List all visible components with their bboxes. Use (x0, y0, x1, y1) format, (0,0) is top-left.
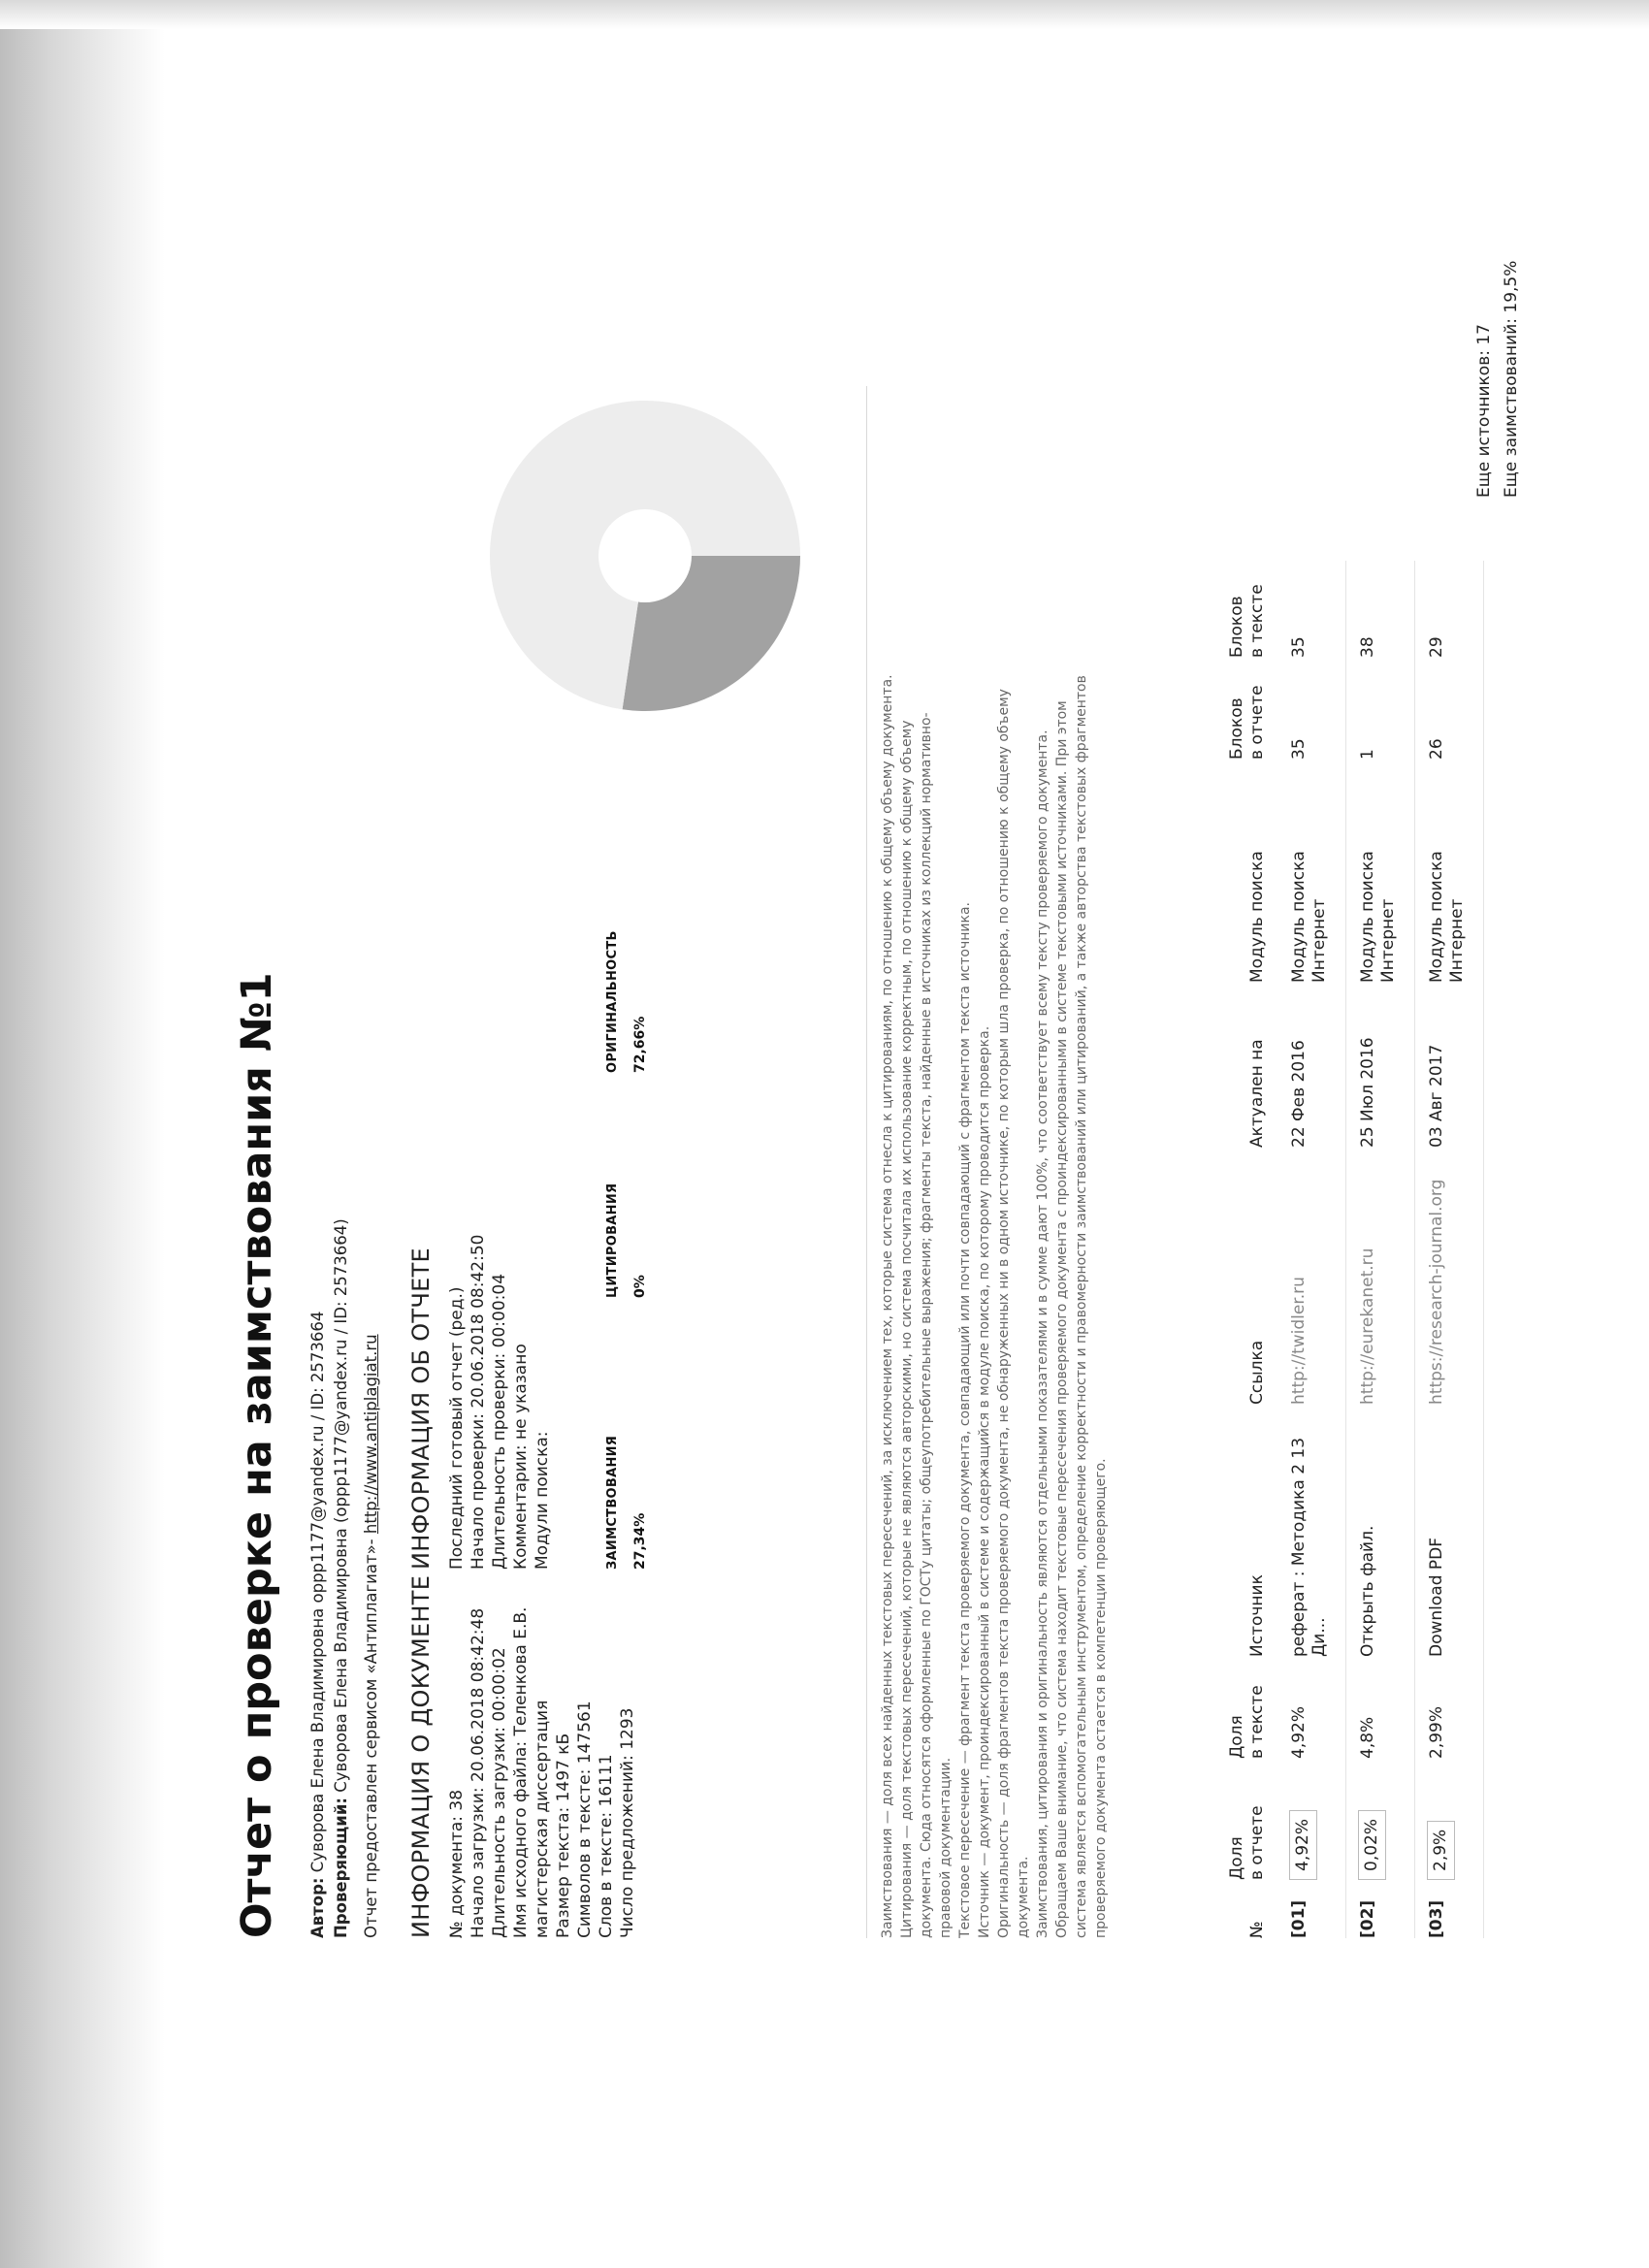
citation-label: ЦИТИРОВАНИЯ (605, 1183, 620, 1298)
col-module: Модуль поиска (1247, 851, 1267, 983)
definition-line: Источник — документ, проиндексированный в системе и содержащийся в модуле поиска, по которому проводится проверка. (977, 1025, 992, 1938)
info-line: Длительность проверки: 00:00:04 (490, 1273, 509, 1570)
col-share-report: Доля в отчете (1227, 1805, 1267, 1880)
service-link[interactable]: http://www.antiplagiat.ru (362, 1334, 380, 1535)
doc-info-list (446, 1607, 638, 1938)
source-link[interactable]: https://research-journal.org (1415, 1148, 1484, 1405)
originality-donut-chart (485, 396, 805, 716)
more-borrowings: Еще заимствований: 19,5% (1502, 260, 1521, 498)
source-name[interactable]: реферат : Методика 2 13 Ди... (1277, 1405, 1346, 1657)
author-value: Суворова Елена Владимировна oppp1177@yandex.ru / ID: 2573664 (308, 1311, 327, 1873)
col-source: Источник (1247, 1574, 1267, 1657)
donut-hole (598, 509, 692, 602)
definition-line: Текстовое пересечение — фрагмент текста проверяемого документа, совпадающий или почти совпадающий с фрагментом текста источника. (957, 902, 973, 1938)
col-link: Ссылка (1247, 1340, 1267, 1405)
report-info-title: ИНФОРМАЦИЯ ОБ ОТЧЕТЕ (407, 1247, 435, 1570)
info-line: Начало загрузки: 20.06.2018 08:42:48 (469, 1607, 488, 1938)
definition-line: Заимствования — доля всех найденных текстовых пересечений, за исключением тех, которые система отнесла к цитированиям, по отношению к общему объему документа. (880, 674, 895, 1938)
service-line: Отчет предоставлен сервисом «Антиплагиат»- http://www.antiplagiat.ru (362, 1334, 380, 1938)
doc-info-title: ИНФОРМАЦИЯ О ДОКУМЕНТЕ (407, 1574, 435, 1938)
definitions-text (878, 250, 1111, 1938)
table-row: [03] 2,9% 2,99% Download PDF https://research-journal.org 03 Авг 2017 Модуль поиска Интернет 26 29 (1415, 561, 1484, 1938)
definition-line: правовой документации. (938, 1757, 954, 1938)
definition-line: Оригинальность — доля фрагментов текста проверяемого документа, не обнаруженных ни в одном источнике, по которым шла проверка, по отношению к общему объему (996, 689, 1012, 1938)
info-line: Комментарии: не указано (511, 1344, 531, 1570)
author-line: Автор: Суворова Елена Владимировна oppp1177@yandex.ru / ID: 2573664 (308, 1311, 327, 1938)
info-line: Размер текста: 1497 кБ (554, 1733, 573, 1938)
share-report-box: 2,9% (1427, 1821, 1455, 1880)
info-line: Последний готовый отчет (ред.) (447, 1286, 467, 1570)
source-link[interactable]: http://eurekanet.ru (1346, 1148, 1415, 1405)
checker-value: Суворова Елена Владимировна (oppp1177@yandex.ru / ID: 2573664) (332, 1218, 350, 1793)
share-report-box: 4,92% (1289, 1810, 1317, 1880)
info-line: № документа: 38 (447, 1789, 467, 1938)
info-line: Имя исходного файла: Теленкова Е.В. (511, 1606, 531, 1938)
info-line: Начало проверки: 20.06.2018 08:42:50 (469, 1234, 488, 1570)
col-actual: Актуален на (1247, 1039, 1267, 1148)
report-title: Отчет о проверке на заимствования №1 (233, 972, 281, 1938)
definition-line: проверяемого документа остается в компетенции проверяющего. (1093, 1458, 1109, 1938)
info-line: Число предложений: 1293 (618, 1707, 637, 1938)
source-name[interactable]: Открыть файл. (1346, 1405, 1415, 1657)
definition-line: Заимствования, цитирования и оригинальность являются отдельными показателями и в сумме дают 100%, что соответствует всему тексту проверяемого документа. (1035, 729, 1051, 1938)
checker-line: Проверяющий: Суворова Елена Владимировна (oppp1177@yandex.ru / ID: 2573664) (332, 1218, 350, 1938)
info-line: магистерская диссертация (533, 1700, 552, 1938)
info-line: Слов в тексте: 16111 (597, 1754, 616, 1938)
definition-line: система является вспомогательным инструментом, определение корректности и правомерности заимствований или цитирований, а также авторства текстовых фрагментов (1074, 675, 1089, 1938)
sources-table (1227, 561, 1484, 1938)
table-row: [02] 0,02% 4,8% Открыть файл. http://eurekanet.ru 25 Июл 2016 Модуль поиска Интернет 1 38 (1346, 561, 1415, 1938)
more-sources: Еще источников: 17 (1474, 324, 1494, 498)
col-num: № (1247, 1921, 1267, 1938)
table-row: [01] 4,92% 4,92% реферат : Методика 2 13 Ди... http://twidler.ru 22 Фев 2016 Модуль поиска Интернет 35 35 (1277, 561, 1346, 1938)
originality-value: 72,66% (632, 1016, 648, 1073)
info-line: Символов в тексте: 147561 (575, 1701, 595, 1938)
source-link[interactable]: http://twidler.ru (1277, 1148, 1346, 1405)
borrowing-label: ЗАИМСТВОВАНИЯ (605, 1435, 620, 1570)
definition-line: Обращаем Ваше внимание, что система находит текстовые пересечения проверяемого документа с проиндексированными в системе текстовыми источниками. При этом (1054, 700, 1070, 1938)
report-info-list (446, 1235, 553, 1570)
source-name[interactable]: Download PDF (1415, 1405, 1484, 1657)
definition-line: документа. (1016, 1856, 1031, 1938)
citation-value: 0% (632, 1275, 648, 1298)
table-header-row (1227, 561, 1277, 1938)
col-blocks-report: Блоков в отчете (1227, 685, 1267, 760)
definition-line: документа. Сюда относятся оформленные по ГОСТу цитаты; общеупотребительные выражения; фрагменты текста, найденные в источниках из коллекций нормативно- (919, 712, 934, 1938)
info-line: Модули поиска: (533, 1431, 552, 1570)
col-share-text: Доля в тексте (1227, 1685, 1267, 1759)
col-blocks-text: Блоков в тексте (1227, 584, 1267, 658)
definition-line: Цитирования — доля текстовых пересечений, которые не являются авторскими, но система посчитала их использование корректным, по отношению к общему объему (899, 720, 915, 1938)
divider-line (866, 386, 867, 1938)
info-line: Длительность загрузки: 00:00:02 (490, 1647, 509, 1938)
share-report-box: 0,02% (1358, 1810, 1386, 1880)
originality-label: ОРИГИНАЛЬНОСТЬ (605, 930, 620, 1073)
borrowing-value: 27,34% (632, 1512, 648, 1570)
